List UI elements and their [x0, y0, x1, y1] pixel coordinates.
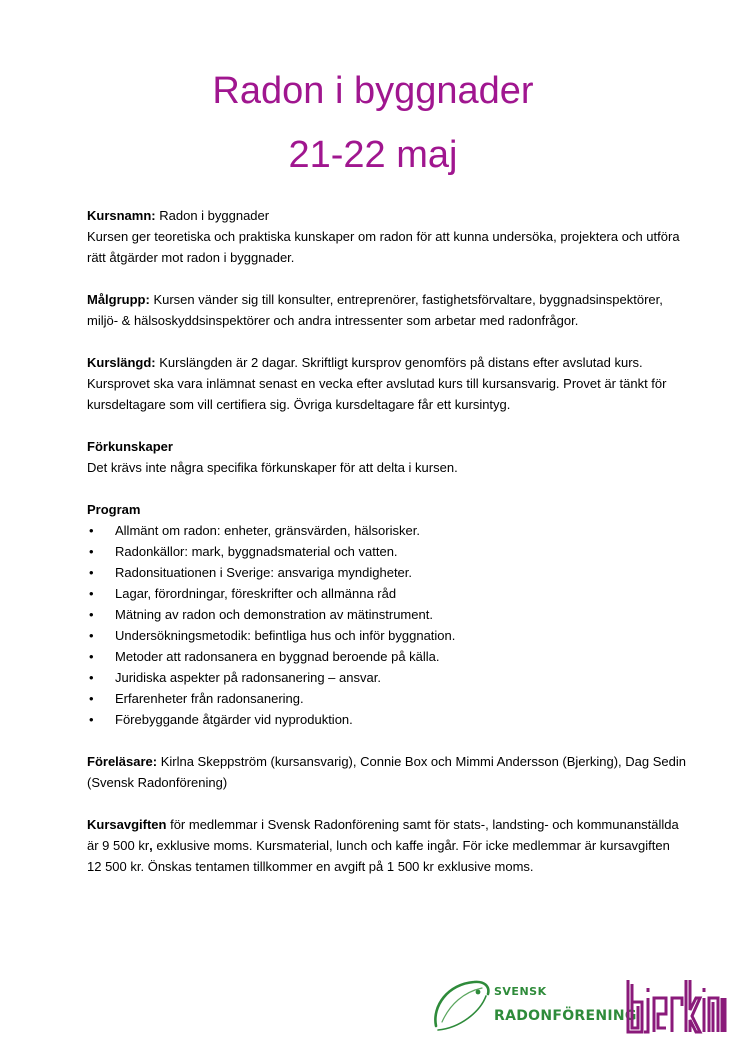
- page-title: Radon i byggnader: [212, 70, 534, 112]
- radon-logo-text: [494, 982, 637, 1026]
- program-heading: Program: [87, 502, 141, 517]
- list-item: • Förebyggande åtgärder vid nyproduktion.: [87, 709, 687, 730]
- kursnamn-description: Kursen ger teoretiska och praktiska kunskaper om radon för att kunna undersöka, projektera och utföra rätt åtgärder mot radon i byggnader.: [87, 229, 680, 265]
- forelasare-text: Kirlna Skeppström (kursansvarig), Connie Box och Mimmi Andersson (Bjerking), Dag Sedin (Svensk Radonförening): [87, 754, 686, 790]
- list-item: • Undersökningsmetodik: befintliga hus och inför byggnation.: [87, 625, 687, 646]
- forelasare-section: [87, 751, 687, 793]
- malgrupp-section: [87, 289, 687, 331]
- list-item: • Allmänt om radon: enheter, gränsvärden, hälsorisker.: [87, 520, 687, 541]
- forelasare-label: Föreläsare:: [87, 754, 158, 769]
- list-item: • Metoder att radonsanera en byggnad beroende på källa.: [87, 646, 687, 667]
- kursnamn-label: Kursnamn:: [87, 208, 156, 223]
- kurslangd-label: Kurslängd:: [87, 355, 156, 370]
- kursavgift-section: [87, 814, 687, 877]
- forkunskaper-section: [87, 436, 687, 478]
- kursavgift-comma: ,: [149, 838, 153, 853]
- footer-logos: [430, 972, 730, 1036]
- list-item: • Lagar, förordningar, föreskrifter och allmänna råd: [87, 583, 687, 604]
- list-item: • Juridiska aspekter på radonsanering – ansvar.: [87, 667, 687, 688]
- list-item: • Erfarenheter från radonsanering.: [87, 688, 687, 709]
- page-date: 21-22 maj: [288, 134, 458, 176]
- list-item: • Radonkällor: mark, byggnadsmaterial och vatten.: [87, 541, 687, 562]
- malgrupp-label: Målgrupp:: [87, 292, 150, 307]
- malgrupp-text: Kursen vänder sig till konsulter, entreprenörer, fastighetsförvaltare, byggnadsinspektörer, miljö- & hälsoskyddsinspektörer och andra intressenter som arbetar med radonfrågor.: [87, 292, 663, 328]
- bjerking-logo: [624, 976, 728, 1036]
- course-content: [87, 205, 687, 898]
- kurslangd-section: [87, 352, 687, 415]
- radon-logo-line1: SVENSK: [494, 985, 547, 998]
- program-list: [87, 520, 687, 730]
- kursavgift-text-a: för medlemmar i Svensk Radonförening samt för stats-, landsting- och kommunanställda är 9 500 kr: [87, 817, 679, 853]
- kursnamn-section: [87, 205, 687, 268]
- list-item: • Radonsituationen i Sverige: ansvariga myndigheter.: [87, 562, 687, 583]
- forkunskaper-heading: Förkunskaper: [87, 439, 173, 454]
- list-item: • Mätning av radon och demonstration av mätinstrument.: [87, 604, 687, 625]
- program-section: [87, 499, 687, 730]
- kursavgift-label: Kursavgiften: [87, 817, 167, 832]
- radon-swoosh-icon: [430, 976, 492, 1034]
- forkunskaper-text: Det krävs inte några specifika förkunskaper för att delta i kursen.: [87, 460, 458, 475]
- kursavgift-text-b: exklusive moms. Kursmaterial, lunch och kaffe ingår. För icke medlemmar är kursavgiften 12 500 kr. Önskas tentamen tillkommer en avgift på 1 500 kr exklusive moms.: [87, 838, 670, 874]
- kursnamn-value: Radon i byggnader: [155, 208, 270, 223]
- radon-logo-line2: RADONFÖRENING: [494, 1008, 637, 1024]
- kurslangd-text: Kurslängden är 2 dagar. Skriftligt kursprov genomförs på distans efter avslutad kurs. Kursprovet ska vara inlämnat senast en vecka efter avslutad kurs till kursansvarig. Provet är tänkt för kursdeltagare som vill certifiera sig. Övriga kursdeltagare får ett kursintyg.: [87, 355, 667, 412]
- svensk-radonforening-logo: [430, 976, 637, 1034]
